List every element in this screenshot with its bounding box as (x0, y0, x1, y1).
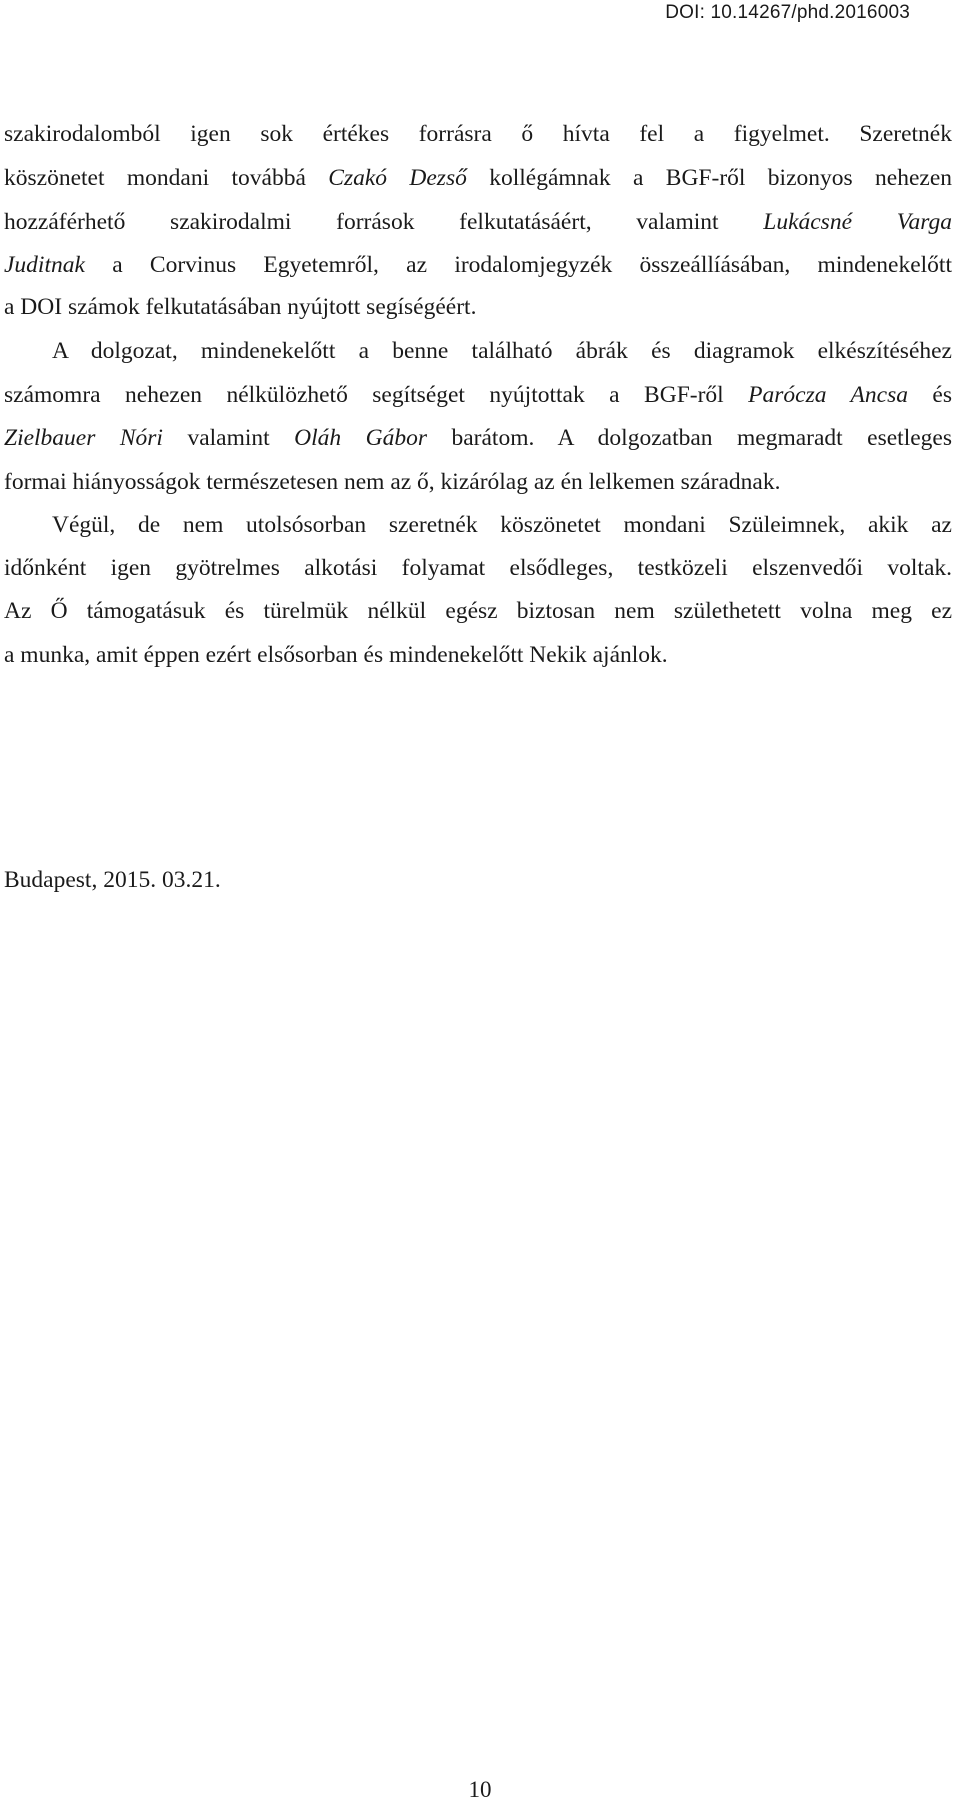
text-run: időnként igen gyötrelmes alkotási folyamat elsődleges, testközeli elszenvedői voltak. (4, 555, 952, 581)
text-run: Végül, de nem utolsósorban szeretnék köszönetet mondani Szüleimnek, akik az (52, 512, 952, 538)
text-run: és (907, 382, 953, 408)
text-run: szakirodalomból igen sok értékes forrásra ő hívta fel a figyelmet. Szeretnék (4, 121, 952, 147)
place-and-date: Budapest, 2015. 03.21. (4, 867, 221, 893)
person-name: Parócza Ancsa (748, 382, 908, 408)
person-name: Czakó Dezső (328, 165, 467, 191)
text-line (4, 423, 952, 453)
text-line (4, 119, 952, 149)
text-run: hozzáférhető szakirodalmi források felkutatásáért, valamint (4, 209, 764, 235)
text-line (4, 467, 952, 497)
text-line (4, 336, 952, 366)
person-name: Oláh Gábor (294, 425, 427, 451)
text-line (4, 596, 952, 626)
text-run: a munka, amit éppen ezért elsősorban és mindenekelőtt Nekik ajánlok. (4, 642, 668, 668)
text-line (4, 640, 952, 670)
text-run: formai hiányosságok természetesen nem az ő, kizárólag az én lelkemen száradnak. (4, 469, 781, 495)
text-line (4, 510, 952, 540)
doi-header: DOI: 10.14267/phd.2016003 (665, 2, 910, 23)
text-run: Az Ő támogatásuk és türelmük nélkül egész biztosan nem születhetett volna meg ez (4, 598, 952, 624)
text-line (4, 207, 952, 237)
text-run: barátom. A dolgozatban megmaradt esetleges (427, 425, 952, 451)
text-run: köszönetet mondani továbbá (4, 165, 329, 191)
text-run: A dolgozat, mindenekelőtt a benne található ábrák és diagramok elkészítéséhez (52, 338, 952, 364)
text-line (4, 292, 952, 322)
text-run: kollégámnak a BGF-ről bizonyos nehezen (466, 165, 953, 191)
text-run: a Corvinus Egyetemről, az irodalomjegyzék összeállíásában, mindenekelőtt (84, 252, 952, 278)
text-run: a DOI számok felkutatásában nyújtott segíségéért. (4, 294, 477, 320)
text-run: számomra nehezen nélkülözhető segítséget nyújtottak a BGF-ről (4, 382, 749, 408)
text-line (4, 250, 952, 280)
text-run: valamint (162, 425, 295, 451)
person-name: Lukácsné Varga (763, 209, 952, 235)
text-line (4, 553, 952, 583)
page-number: 10 (468, 1777, 492, 1802)
text-line (4, 380, 952, 410)
person-name: Zielbauer Nóri (4, 425, 163, 451)
person-name: Juditnak (4, 252, 85, 278)
text-line (4, 163, 952, 193)
